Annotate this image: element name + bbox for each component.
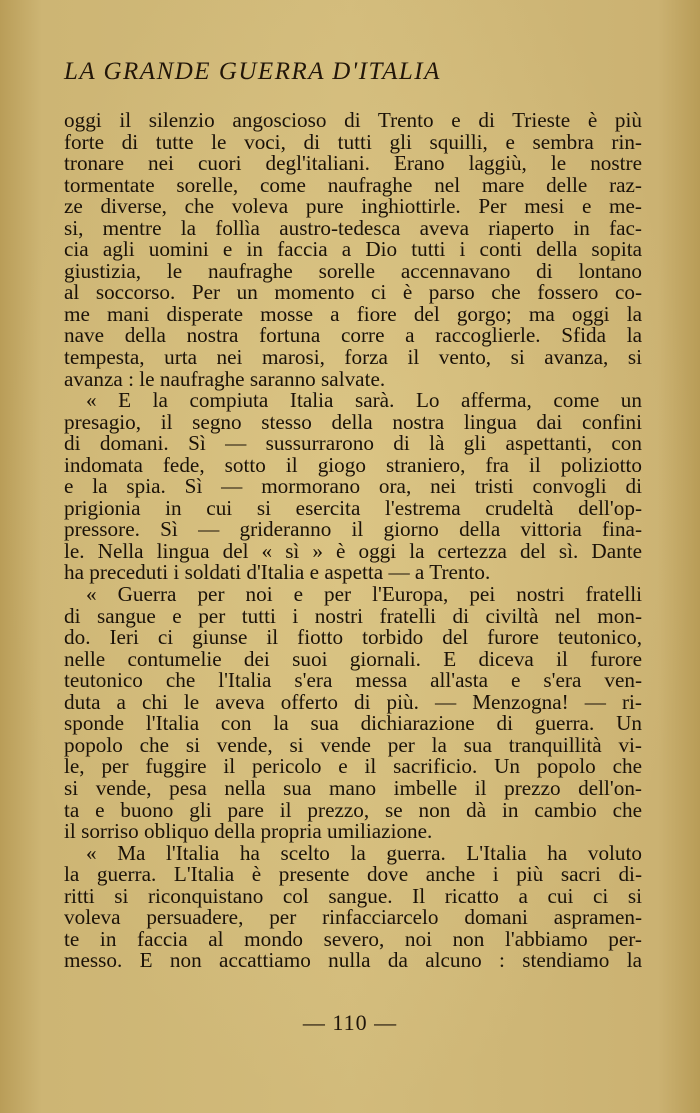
text-line: tempesta, urta nei marosi, forza il vento, si avanza, si xyxy=(64,345,642,370)
text-line: giustizia, le naufraghe sorelle accennavano di lontano xyxy=(64,258,642,283)
text-line: oggi il silenzio angoscioso di Trento e di Trieste è più xyxy=(64,108,642,132)
paragraph-end-line: ha preceduti i soldati d'Italia e aspetta — a Trento. xyxy=(64,560,491,585)
text-line: ze diverse, che voleva pure inghiottirle. Per mesi e me- xyxy=(64,194,642,219)
text-line: sponde l'Italia con la sua dichiarazione di guerra. Un xyxy=(64,711,642,736)
text-line: popolo che si vende, si vende per la sua tranquillità vi- xyxy=(64,732,642,757)
paragraph-end-line: avanza : le naufraghe saranno salvate. xyxy=(64,366,386,391)
running-head: LA GRANDE GUERRA D'ITALIA xyxy=(64,58,441,85)
text-line: si vende, pesa nella sua mano imbelle il prezzo dell'on- xyxy=(64,775,642,800)
text-line: te in faccia al mondo severo, noi non l'abbiamo per- xyxy=(64,926,642,951)
text-line: teutonico che l'Italia s'era messa all'asta e s'era ven- xyxy=(64,668,642,693)
text-line: ta e buono gli pare il prezzo, se non dà in cambio che xyxy=(64,797,642,822)
text-line: prigionia in cui si esercita l'estrema crudeltà dell'op- xyxy=(64,495,642,520)
text-line: messo. E non accattiamo nulla da alcuno : stendiamo la xyxy=(64,948,642,973)
text-line: di domani. Sì — sussurrarono di là gli aspettanti, con xyxy=(64,431,642,456)
text-line: duta a chi le aveva offerto di più. — Menzogna! — ri- xyxy=(64,689,642,714)
text-line: di sangue e per tutti i nostri fratelli di civiltà nel mon- xyxy=(64,603,642,628)
text-line: cia agli uomini e in faccia a Dio tutti i conti della sopita xyxy=(64,237,642,262)
body-text xyxy=(64,110,642,972)
text-line: do. Ieri ci giunse il fiotto torbido del furore teutonico, xyxy=(64,625,642,650)
text-line: la guerra. L'Italia è presente dove anche i più sacri di- xyxy=(64,862,642,887)
text-line: e la spia. Sì — mormorano ora, nei tristi convogli di xyxy=(64,474,642,499)
text-line: tronare nei cuori degl'italiani. Erano laggiù, le nostre xyxy=(64,151,642,176)
text-line: nave della nostra fortuna corre a raccoglierle. Sfida la xyxy=(64,323,642,348)
text-line: le, per fuggire il pericolo e il sacrificio. Un popolo che xyxy=(64,754,642,779)
text-line: forte di tutte le voci, di tutti gli squilli, e sembra rin- xyxy=(64,129,642,154)
text-line: presagio, il segno stesso della nostra lingua dai confini xyxy=(64,409,642,434)
paragraph-end-line: il sorriso obliquo della propria umiliazione. xyxy=(64,819,433,844)
page-number: — 110 — xyxy=(302,1010,398,1035)
text-line: nelle contumelie dei suoi giornali. E diceva il furore xyxy=(64,646,642,671)
text-line: si, mentre la follìa austro-tedesca aveva riaperto in fac- xyxy=(64,215,642,240)
text-line: le. Nella lingua del « sì » è oggi la certezza del sì. Dante xyxy=(64,538,642,563)
text-line: al soccorso. Per un momento ci è parso che fossero co- xyxy=(64,280,642,305)
text-line: me mani disperate mosse a fiore del gorgo; ma oggi la xyxy=(64,301,642,326)
paragraph-start-line: « Guerra per noi e per l'Europa, pei nostri fratelli xyxy=(86,582,642,607)
text-line: voleva persuadere, per rinfacciarcelo domani aspramen- xyxy=(64,905,642,930)
text-line: tormentate sorelle, come naufraghe nel mare delle raz- xyxy=(64,172,642,197)
paragraph-start-line: « E la compiuta Italia sarà. Lo afferma, come un xyxy=(86,388,642,413)
text-line: indomata fede, sotto il giogo straniero, fra il poliziotto xyxy=(64,452,642,477)
paragraph-start-line: « Ma l'Italia ha scelto la guerra. L'Italia ha voluto xyxy=(86,840,642,865)
text-line: ritti si riconquistano col sangue. Il ricatto a cui ci si xyxy=(64,883,642,908)
text-line: pressore. Sì — grideranno il giorno della vittoria fina- xyxy=(64,517,642,542)
